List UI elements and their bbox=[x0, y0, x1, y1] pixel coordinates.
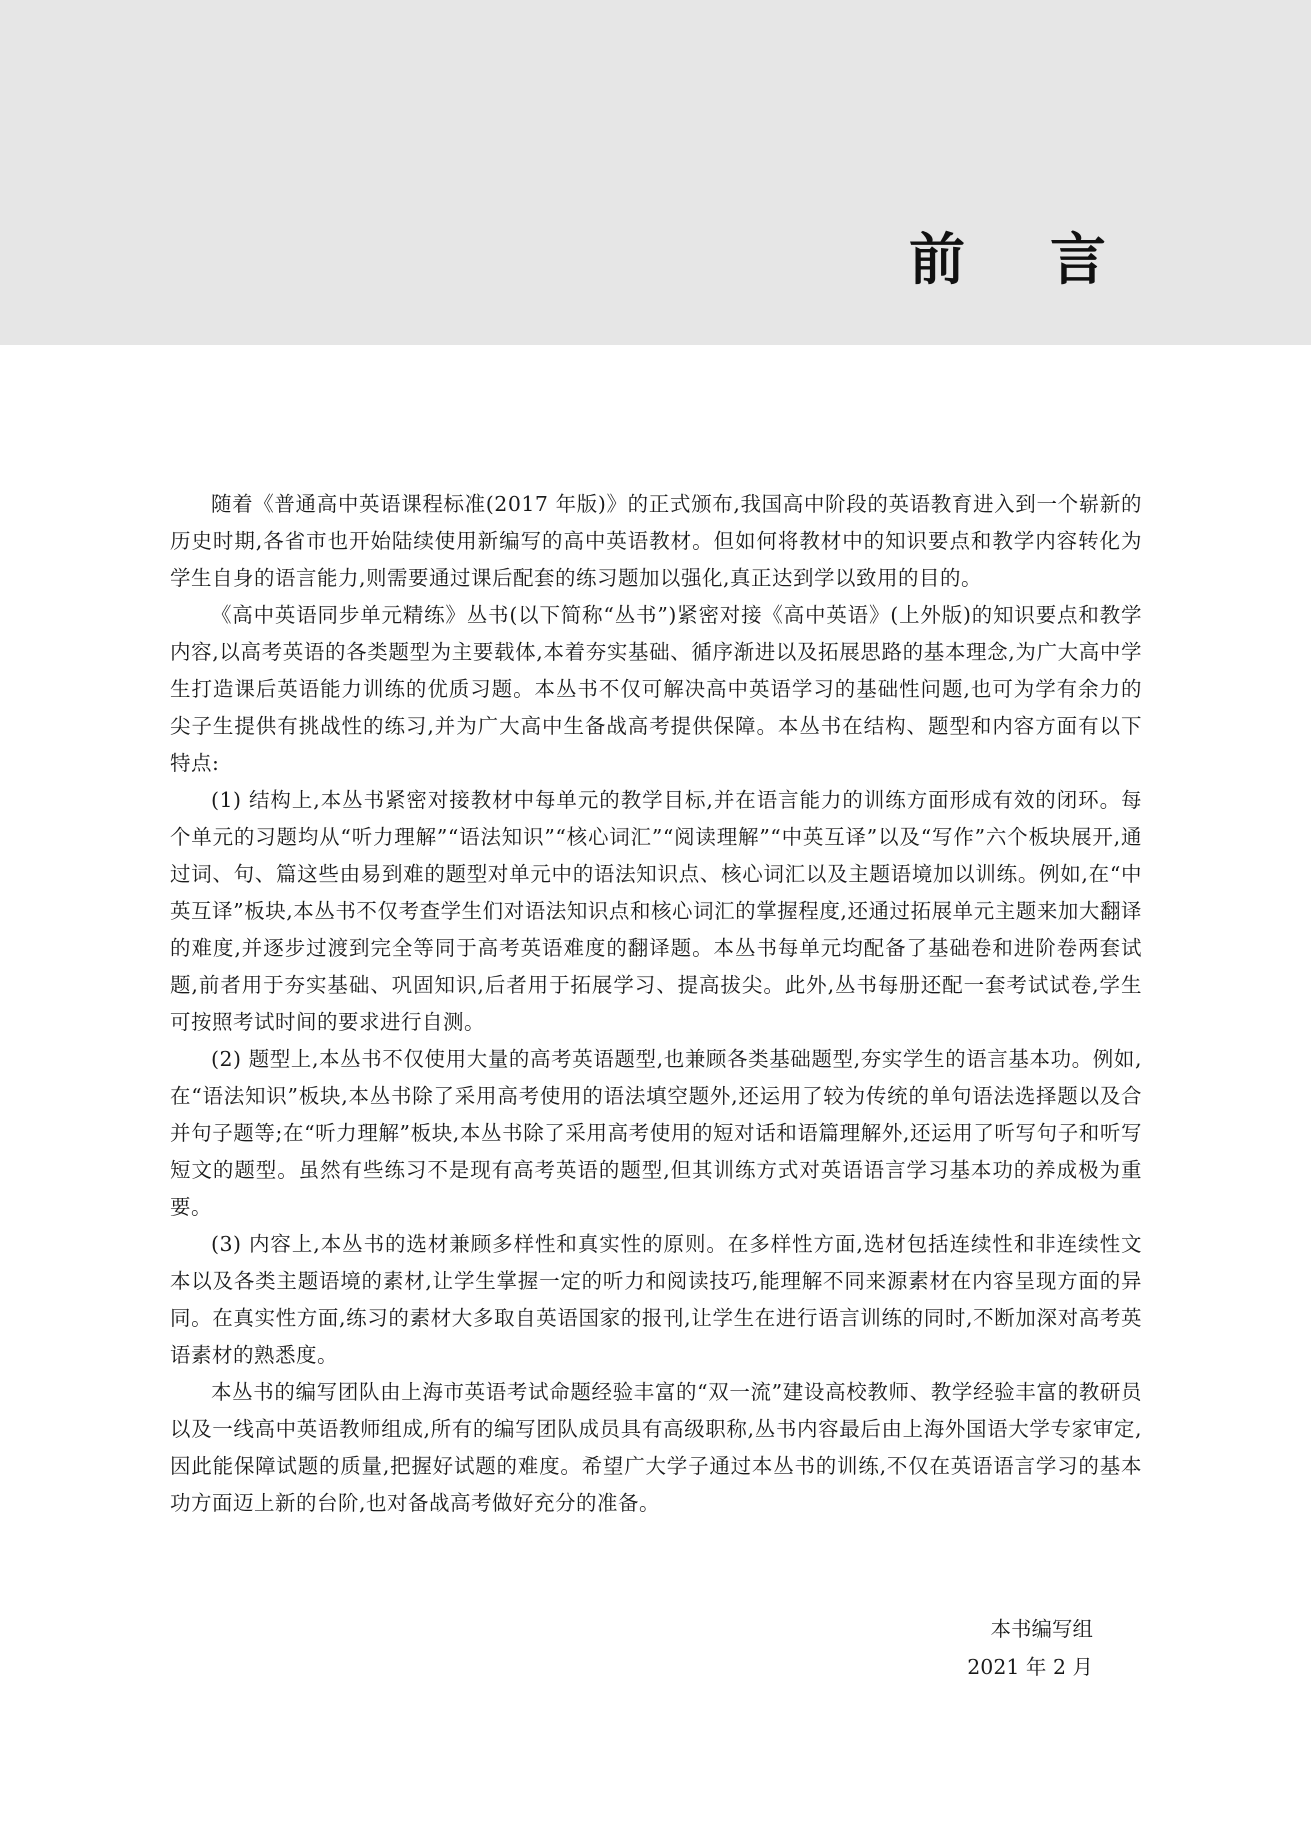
preface-body bbox=[170, 486, 1142, 1522]
paragraph: (3) 内容上,本丛书的选材兼顾多样性和真实性的原则。在多样性方面,选材包括连续性和非连续性文本以及各类主题语境的素材,让学生掌握一定的听力和阅读技巧,能理解不同来源素材在内容呈现方面的异同。在真实性方面,练习的素材大多取自英语国家的报刊,让学生在进行语言训练的同时,不断加深对高考英语素材的熟悉度。 bbox=[170, 1232, 1142, 1367]
signature-author: 本书编写组 bbox=[990, 1617, 1093, 1641]
signature-block bbox=[967, 1610, 1093, 1686]
header-band bbox=[0, 0, 1311, 345]
page-title: 前言 bbox=[909, 227, 1191, 293]
paragraph: (2) 题型上,本丛书不仅使用大量的高考英语题型,也兼顾各类基础题型,夯实学生的语言基本功。例如,在“语法知识”板块,本丛书除了采用高考使用的语法填空题外,还运用了较为传统的单句语法选择题以及合并句子题等;在“听力理解”板块,本丛书除了采用高考使用的短对话和语篇理解外,还运用了听写句子和听写短文的题型。虽然有些练习不是现有高考英语的题型,但其训练方式对英语语言学习基本功的养成极为重要。 bbox=[170, 1047, 1142, 1219]
paragraph: 《高中英语同步单元精练》丛书(以下简称“丛书”)紧密对接《高中英语》(上外版)的知识要点和教学内容,以高考英语的各类题型为主要载体,本着夯实基础、循序渐进以及拓展思路的基本理念,为广大高中学生打造课后英语能力训练的优质习题。本丛书不仅可解决高中英语学习的基础性问题,也可为学有余力的尖子生提供有挑战性的练习,并为广大高中生备战高考提供保障。本丛书在结构、题型和内容方面有以下特点: bbox=[170, 603, 1142, 775]
paragraph: (1) 结构上,本丛书紧密对接教材中每单元的教学目标,并在语言能力的训练方面形成有效的闭环。每个单元的习题均从“听力理解”“语法知识”“核心词汇”“阅读理解”“中英互译”以及“写作”六个板块展开,通过词、句、篇这些由易到难的题型对单元中的语法知识点、核心词汇以及主题语境加以训练。例如,在“中英互译”板块,本丛书不仅考查学生们对语法知识点和核心词汇的掌握程度,还通过拓展单元主题来加大翻译的难度,并逐步过渡到完全等同于高考英语难度的翻译题。本丛书每单元均配备了基础卷和进阶卷两套试题,前者用于夯实基础、巩固知识,后者用于拓展学习、提高拔尖。此外,丛书每册还配一套考试试卷,学生可按照考试时间的要求进行自测。 bbox=[170, 788, 1142, 1034]
signature-date: 2021 年 2 月 bbox=[967, 1655, 1093, 1679]
paragraph: 本丛书的编写团队由上海市英语考试命题经验丰富的“双一流”建设高校教师、教学经验丰富的教研员以及一线高中英语教师组成,所有的编写团队成员具有高级职称,丛书内容最后由上海外国语大学专家审定,因此能保障试题的质量,把握好试题的难度。希望广大学子通过本丛书的训练,不仅在英语语言学习的基本功方面迈上新的台阶,也对备战高考做好充分的准备。 bbox=[170, 1380, 1142, 1515]
paragraph: 随着《普通高中英语课程标准(2017 年版)》的正式颁布,我国高中阶段的英语教育进入到一个崭新的历史时期,各省市也开始陆续使用新编写的高中英语教材。但如何将教材中的知识要点和教学内容转化为学生自身的语言能力,则需要通过课后配套的练习题加以强化,真正达到学以致用的目的。 bbox=[170, 492, 1142, 590]
